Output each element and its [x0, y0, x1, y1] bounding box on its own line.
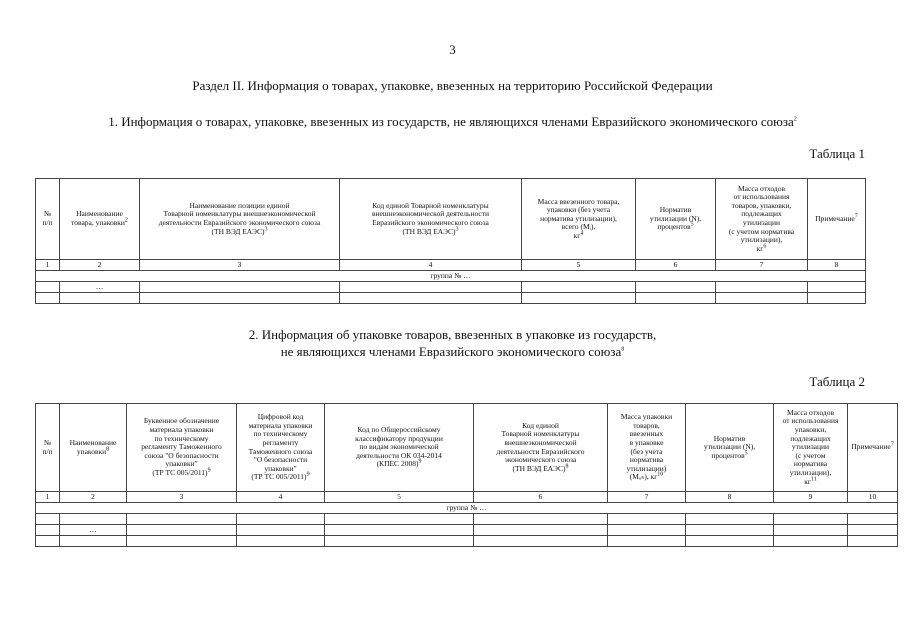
table1-group-row: [36, 271, 866, 282]
header-line: Норматив: [713, 433, 746, 443]
header-line: Код по Общероссийскому: [357, 425, 441, 435]
heading-table2-line2: не являющихся членами Евразийского экономического союза: [280, 344, 622, 359]
header-line: норматива: [629, 455, 664, 465]
header-line: утилизации: [742, 218, 781, 227]
table1-header-cell: [808, 179, 866, 260]
table1-header-cell: [36, 179, 60, 260]
header-line: Буквенное обозначение: [143, 416, 220, 426]
header-line: регламенту Таможенного: [141, 442, 222, 452]
table2-header-cell: [127, 404, 237, 492]
table2-header-cell: [325, 404, 474, 492]
header-line: (ТН ВЭД ЕАЭС)$^3$: [402, 226, 459, 236]
header-line: материала упаковки: [149, 425, 214, 435]
table1-header-row: [36, 179, 866, 260]
header-line: норматива: [793, 459, 828, 469]
header-line: (ТН ВЭД ЕАЭС)$^3$: [211, 226, 268, 236]
ellipsis-cell: …: [60, 282, 140, 293]
header-line: утилизации: [791, 442, 830, 452]
header-line: (ТР ТС 005/2011)$^9$: [152, 467, 211, 477]
heading-table1: [0, 114, 905, 130]
footnote-ref: 10: [657, 471, 664, 478]
heading-table2: [0, 326, 905, 360]
heading-table2-line1: 2. Информация об упаковке товаров, ввезенных в упаковке из государств,: [248, 327, 657, 342]
header-line: (с учетом норматива: [728, 226, 795, 236]
column-number: 2: [60, 260, 140, 271]
column-number: 4: [340, 260, 522, 271]
footnote-ref: 4: [580, 230, 584, 237]
header-line: утилизации),: [789, 467, 832, 477]
header-line: упаковки": [264, 463, 297, 473]
header-line: $кг^4$: [573, 230, 584, 240]
header-line: по видам экономической: [359, 442, 439, 452]
table-row: [36, 282, 866, 293]
footnote-ref: 2: [124, 217, 128, 224]
footnote-ref: 8: [106, 446, 110, 452]
table1-header-cell: [636, 179, 716, 260]
header-line: "О безопасности: [253, 455, 308, 465]
table1-header-cell: [522, 179, 636, 260]
header-line: Масса ввезенного товара,: [537, 196, 620, 206]
column-number: 9: [774, 492, 848, 503]
column-number: 7: [608, 492, 686, 503]
table-row: [36, 293, 866, 304]
group-label: группа № …: [36, 271, 866, 282]
table2-caption: Таблица 2: [809, 374, 865, 389]
header-line: Наименование: [69, 437, 117, 447]
column-number: 8: [686, 492, 774, 503]
table2-header-cell: [686, 404, 774, 492]
header-line: утилизации): [626, 463, 667, 473]
heading-table2-footnote: 8: [621, 346, 625, 353]
column-number: 8: [808, 260, 866, 271]
column-number: 6: [636, 260, 716, 271]
header-line: п/п: [42, 218, 53, 227]
table2-header-cell: [60, 404, 127, 492]
table1-number-row: [36, 260, 866, 271]
header-line: (ТН ВЭД ЕАЭС)$^8$: [512, 463, 569, 473]
header-line: Товарной номенклатуры: [501, 429, 580, 439]
header-line: упаковки,: [794, 425, 827, 435]
header-line: подлежащих: [790, 433, 831, 443]
footnote-ref: 9: [418, 458, 422, 465]
header-line: деятельности ОК 034-2014: [356, 450, 442, 460]
table1-header-cell: [716, 179, 808, 260]
header-line: Таможенного союза: [248, 446, 313, 456]
header-line: норматива утилизации),: [540, 213, 617, 223]
header-line: внешнеэкономической деятельности: [371, 209, 490, 219]
table2-header-cell: [848, 404, 898, 492]
header-line: (ТР ТС 005/2011)$^9$: [251, 471, 310, 482]
header-line: товара, упаковки$^2$: [71, 217, 128, 227]
header-line: Примечание$^7$: [851, 441, 894, 452]
header-line: Примечание$^7$: [815, 213, 858, 223]
header-line: деятельности Евразийского экономического союза: [158, 218, 321, 227]
table1-header-cell: [60, 179, 140, 260]
table2-header-cell: [36, 404, 60, 492]
column-number: 4: [237, 492, 325, 503]
heading-table1-footnote: 2: [793, 116, 797, 123]
table2-header-row: [36, 404, 898, 492]
table2-header-cell: [608, 404, 686, 492]
header-line: Масса отходов: [787, 407, 834, 417]
table2-header-cell: [237, 404, 325, 492]
header-line: (без учета: [630, 446, 663, 456]
header-line: №: [43, 437, 52, 447]
footnote-ref: 7: [854, 213, 858, 220]
header-line: по техническому: [154, 433, 209, 443]
footnote-ref: 3: [455, 226, 459, 233]
table-row: [36, 536, 898, 547]
table2-group-row: [36, 503, 898, 514]
header-line: союза "О безопасности: [144, 450, 219, 460]
table1-caption: Таблица 1: [809, 146, 865, 161]
footnote-ref: 7: [890, 441, 894, 448]
header-line: утилизации (N),: [649, 213, 702, 223]
column-number: 1: [36, 260, 60, 271]
ellipsis-cell: …: [60, 525, 127, 536]
packaging-table: [35, 403, 898, 547]
footnote-ref: 11: [810, 476, 817, 483]
column-number: 5: [325, 492, 474, 503]
footnote-ref: 5: [744, 450, 748, 457]
footnote-ref: 9: [207, 467, 211, 474]
header-line: упаковки (без учета: [546, 205, 611, 215]
header-line: $кг^6$: [756, 243, 767, 253]
header-line: Товарной номенклатуры внешнеэкономической: [163, 209, 316, 219]
column-number: 2: [60, 492, 127, 503]
header-line: Код единой: [522, 420, 559, 430]
header-line: упаковки$^8$: [76, 446, 110, 456]
header-line: $кг^{11}$: [804, 476, 817, 486]
header-line: регламенту: [262, 437, 299, 447]
table2-header-cell: [774, 404, 848, 492]
header-line: по техническому: [253, 429, 308, 439]
header-line: п/п: [42, 446, 53, 456]
footnote-ref: 9: [306, 471, 310, 478]
footnote-ref: 3: [264, 226, 268, 233]
header-line: Масса отходов: [738, 183, 785, 193]
table1-header-cell: [340, 179, 522, 260]
header-line: Норматив: [659, 205, 692, 215]
footnote-ref: 5: [690, 221, 694, 228]
header-line: Масса упаковки: [620, 412, 673, 422]
header-line: процентов$^5$: [657, 221, 694, 232]
group-label: группа № …: [36, 503, 898, 514]
header-line: экономического союза: [504, 455, 577, 465]
header-line: ввезенных: [629, 429, 664, 439]
header-line: от использования: [782, 416, 839, 426]
footnote-ref: 8: [565, 463, 569, 470]
header-line: Наименование позиции единой: [189, 200, 290, 210]
column-number: 1: [36, 492, 60, 503]
column-number: 3: [140, 260, 340, 271]
header-line: Наименование: [76, 209, 123, 219]
header-line: (Мᵤₙ), $кг^{10}$: [629, 471, 664, 482]
header-line: всего (Мᵢ),: [561, 222, 596, 232]
header-line: процентов$^5$: [711, 450, 748, 460]
column-number: 10: [848, 492, 898, 503]
header-line: №: [43, 209, 52, 219]
column-number: 5: [522, 260, 636, 271]
header-line: внешнеэкономической: [504, 437, 577, 447]
header-line: товаров, упаковки,: [731, 200, 792, 210]
header-line: упаковки": [165, 459, 198, 469]
section-title: Раздел II. Информация о товарах, упаковке, ввезенных на территорию Российской Федерации: [192, 78, 713, 93]
heading-table2-line2-wrap: [0, 343, 905, 360]
page-number: 3: [449, 42, 456, 57]
table2-number-row: [36, 492, 898, 503]
header-line: (КПЕС 2008)$^9$: [376, 458, 422, 469]
column-number: 6: [474, 492, 608, 503]
header-line: товаров,: [633, 420, 660, 430]
goods-table: [35, 178, 866, 304]
column-number: 7: [716, 260, 808, 271]
header-line: материала упаковки: [248, 420, 313, 430]
header-line: подлежащих: [741, 209, 782, 219]
header-line: утилизации),: [740, 235, 783, 245]
header-line: (с учетом: [795, 450, 826, 460]
header-line: классификатору продукции: [355, 433, 443, 443]
column-number: 3: [127, 492, 237, 503]
header-line: в упаковке: [629, 437, 664, 447]
heading-table1-text: 1. Информация о товарах, упаковке, ввезенных из государств, не являющихся членами Евразийского экономического союза: [108, 114, 794, 129]
table2-header-cell: [474, 404, 608, 492]
header-line: Евразийского экономического союза: [372, 218, 489, 227]
header-line: утилизации (N),: [703, 442, 756, 452]
header-line: от использования: [733, 192, 790, 202]
footnote-ref: 6: [763, 243, 767, 250]
header-line: Код единой Товарной номенклатуры: [372, 200, 489, 210]
header-line: деятельности Евразийского: [496, 446, 585, 456]
table-row: [36, 525, 898, 536]
table-row: [36, 514, 898, 525]
header-line: Цифровой код: [257, 412, 304, 422]
table1-header-cell: [140, 179, 340, 260]
